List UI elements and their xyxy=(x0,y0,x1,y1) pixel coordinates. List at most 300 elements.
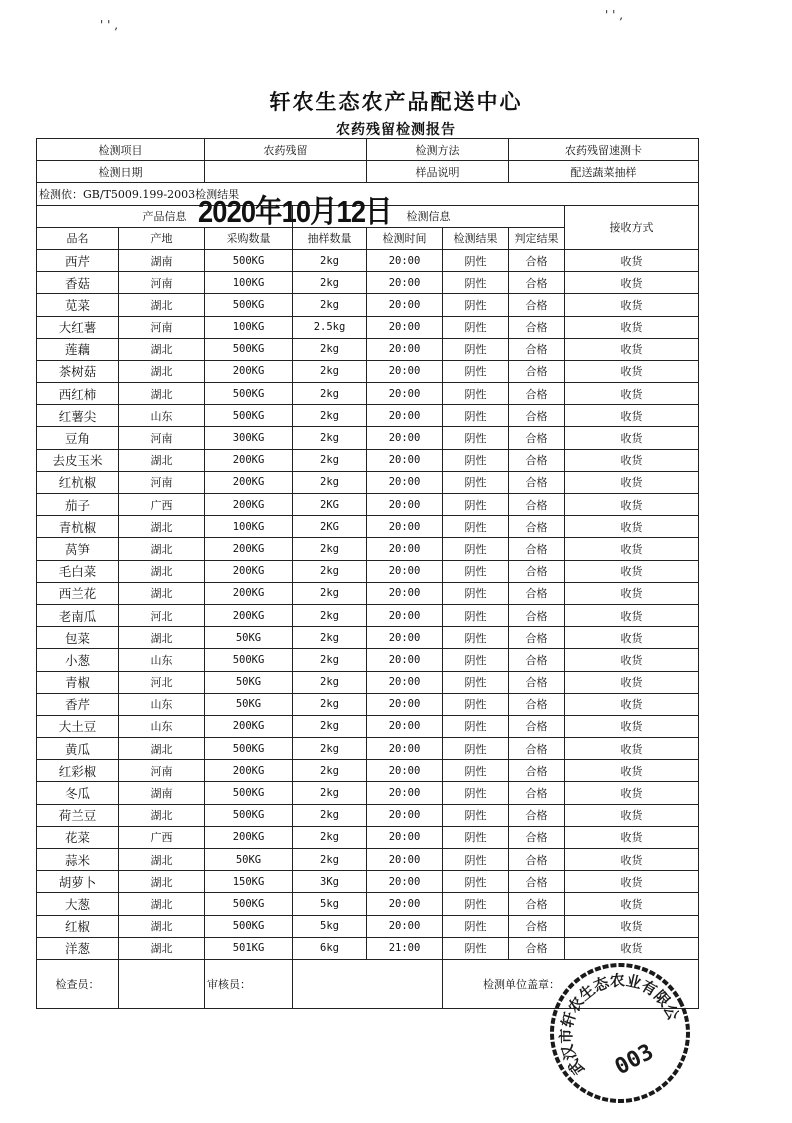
sample-cell: 2kg xyxy=(293,826,367,848)
origin-cell: 河南 xyxy=(119,272,205,294)
receive-cell: 收货 xyxy=(565,804,699,826)
origin-cell: 河南 xyxy=(119,316,205,338)
origin-cell: 山东 xyxy=(119,715,205,737)
quantity-cell: 50KG xyxy=(205,693,293,715)
origin-cell: 湖北 xyxy=(119,871,205,893)
origin-cell: 广西 xyxy=(119,494,205,516)
sample-cell: 2kg xyxy=(293,249,367,271)
time-cell: 20:00 xyxy=(367,471,443,493)
sample-cell: 5kg xyxy=(293,893,367,915)
time-cell: 20:00 xyxy=(367,627,443,649)
origin-cell: 湖北 xyxy=(119,937,205,959)
receive-cell: 收货 xyxy=(565,849,699,871)
time-cell: 20:00 xyxy=(367,249,443,271)
sample-cell: 6kg xyxy=(293,937,367,959)
judgement-cell: 合格 xyxy=(509,272,565,294)
time-cell: 20:00 xyxy=(367,560,443,582)
seal-number: 003 xyxy=(610,1039,658,1081)
judgement-cell: 合格 xyxy=(509,782,565,804)
table-row xyxy=(37,693,699,715)
result-cell: 阴性 xyxy=(443,316,509,338)
quantity-cell: 150KG xyxy=(205,871,293,893)
company-seal xyxy=(545,958,695,1108)
product-name-cell: 青杭椒 xyxy=(37,516,119,538)
quantity-cell: 200KG xyxy=(205,538,293,560)
receive-cell: 收货 xyxy=(565,471,699,493)
judgement-cell: 合格 xyxy=(509,760,565,782)
table-row xyxy=(37,249,699,271)
date-stamp: 2020年10月12日 xyxy=(198,194,392,229)
judgement-cell: 合格 xyxy=(509,338,565,360)
product-name-cell: 蒜米 xyxy=(37,849,119,871)
table-row xyxy=(37,538,699,560)
quantity-cell: 501KG xyxy=(205,937,293,959)
result-cell: 阴性 xyxy=(443,538,509,560)
product-name-cell: 大红薯 xyxy=(37,316,119,338)
sample-cell: 2kg xyxy=(293,360,367,382)
judgement-cell: 合格 xyxy=(509,582,565,604)
quantity-cell: 200KG xyxy=(205,715,293,737)
table-row xyxy=(37,738,699,760)
result-cell: 阴性 xyxy=(443,294,509,316)
time-cell: 20:00 xyxy=(367,449,443,471)
receive-cell: 收货 xyxy=(565,649,699,671)
origin-cell: 湖北 xyxy=(119,849,205,871)
table-row xyxy=(37,383,699,405)
judgement-cell: 合格 xyxy=(509,826,565,848)
time-cell: 20:00 xyxy=(367,338,443,360)
result-cell: 阴性 xyxy=(443,360,509,382)
table-row xyxy=(37,294,699,316)
result-cell: 阴性 xyxy=(443,893,509,915)
table-row xyxy=(37,449,699,471)
table-row xyxy=(37,649,699,671)
quantity-cell: 50KG xyxy=(205,627,293,649)
sample-cell: 2kg xyxy=(293,738,367,760)
product-name-cell: 荷兰豆 xyxy=(37,804,119,826)
inspector-field xyxy=(119,959,205,1008)
reviewer-label: 审核员： xyxy=(205,959,293,1008)
origin-cell: 湖北 xyxy=(119,627,205,649)
time-cell: 20:00 xyxy=(367,316,443,338)
sample-cell: 2kg xyxy=(293,405,367,427)
table-row xyxy=(37,316,699,338)
origin-cell: 湖南 xyxy=(119,782,205,804)
meta-row-date xyxy=(37,161,699,183)
time-cell: 20:00 xyxy=(367,782,443,804)
judgement-cell: 合格 xyxy=(509,538,565,560)
judgement-cell: 合格 xyxy=(509,316,565,338)
origin-cell: 湖北 xyxy=(119,915,205,937)
basis-text: 检测依：GB/T5009.199-2003检测结果 xyxy=(37,183,699,205)
product-name-cell: 花菜 xyxy=(37,826,119,848)
origin-cell: 湖北 xyxy=(119,338,205,360)
product-name-cell: 茄子 xyxy=(37,494,119,516)
time-cell: 20:00 xyxy=(367,671,443,693)
date-value xyxy=(205,161,367,183)
result-cell: 阴性 xyxy=(443,582,509,604)
product-name-cell: 毛白菜 xyxy=(37,560,119,582)
date-label: 检测日期 xyxy=(37,161,205,183)
receive-cell: 收货 xyxy=(565,671,699,693)
receive-cell: 收货 xyxy=(565,715,699,737)
result-cell: 阴性 xyxy=(443,560,509,582)
judgement-cell: 合格 xyxy=(509,294,565,316)
judgement-header: 判定结果 xyxy=(509,227,565,249)
product-name-cell: 莴笋 xyxy=(37,538,119,560)
quantity-cell: 100KG xyxy=(205,516,293,538)
product-name-cell: 莲藕 xyxy=(37,338,119,360)
quantity-cell: 200KG xyxy=(205,494,293,516)
product-name-cell: 红薯尖 xyxy=(37,405,119,427)
result-cell: 阴性 xyxy=(443,849,509,871)
time-cell: 20:00 xyxy=(367,871,443,893)
origin-cell: 湖北 xyxy=(119,804,205,826)
quantity-cell: 200KG xyxy=(205,560,293,582)
seal-arc-path-text: 武汉市轩农生态农业有限公司 xyxy=(557,971,683,1079)
origin-cell: 河南 xyxy=(119,471,205,493)
time-cell: 20:00 xyxy=(367,826,443,848)
result-cell: 阴性 xyxy=(443,383,509,405)
result-cell: 阴性 xyxy=(443,937,509,959)
origin-cell: 湖南 xyxy=(119,249,205,271)
time-cell: 20:00 xyxy=(367,849,443,871)
sample-cell: 2kg xyxy=(293,582,367,604)
result-cell: 阴性 xyxy=(443,405,509,427)
result-cell: 阴性 xyxy=(443,671,509,693)
time-cell: 20:00 xyxy=(367,604,443,626)
sample-cell: 2kg xyxy=(293,338,367,360)
table-row xyxy=(37,516,699,538)
sample-cell: 2kg xyxy=(293,538,367,560)
origin-header: 产地 xyxy=(119,227,205,249)
receive-cell: 收货 xyxy=(565,427,699,449)
result-cell: 阴性 xyxy=(443,738,509,760)
table-row xyxy=(37,715,699,737)
quantity-cell: 500KG xyxy=(205,249,293,271)
quantity-cell: 500KG xyxy=(205,649,293,671)
time-cell: 20:00 xyxy=(367,582,443,604)
sample-cell: 2kg xyxy=(293,715,367,737)
time-cell: 21:00 xyxy=(367,937,443,959)
receive-cell: 收货 xyxy=(565,383,699,405)
result-cell: 阴性 xyxy=(443,427,509,449)
quantity-cell: 500KG xyxy=(205,915,293,937)
quantity-cell: 100KG xyxy=(205,272,293,294)
table-row xyxy=(37,360,699,382)
item-label: 检测项目 xyxy=(37,139,205,161)
receive-cell: 收货 xyxy=(565,826,699,848)
table-row xyxy=(37,671,699,693)
receive-cell: 收货 xyxy=(565,582,699,604)
meta-row-item xyxy=(37,139,699,161)
sample-cell: 2kg xyxy=(293,849,367,871)
receive-cell: 收货 xyxy=(565,627,699,649)
time-cell: 20:00 xyxy=(367,804,443,826)
receive-cell: 收货 xyxy=(565,516,699,538)
judgement-cell: 合格 xyxy=(509,937,565,959)
receive-cell: 收货 xyxy=(565,782,699,804)
sample-cell: 2kg xyxy=(293,449,367,471)
product-name-cell: 西兰花 xyxy=(37,582,119,604)
receive-cell: 收货 xyxy=(565,494,699,516)
result-cell: 阴性 xyxy=(443,693,509,715)
judgement-cell: 合格 xyxy=(509,560,565,582)
origin-cell: 河南 xyxy=(119,427,205,449)
receive-cell: 收货 xyxy=(565,538,699,560)
result-cell: 阴性 xyxy=(443,782,509,804)
document-subtitle: 农药残留检测报告 xyxy=(336,122,456,138)
quantity-cell: 200KG xyxy=(205,760,293,782)
origin-cell: 湖北 xyxy=(119,360,205,382)
quantity-cell: 200KG xyxy=(205,582,293,604)
sample-cell: 2kg xyxy=(293,604,367,626)
product-name-cell: 红彩椒 xyxy=(37,760,119,782)
origin-cell: 湖北 xyxy=(119,449,205,471)
quantity-cell: 500KG xyxy=(205,782,293,804)
judgement-cell: 合格 xyxy=(509,494,565,516)
method-label: 检测方法 xyxy=(367,139,509,161)
product-name-cell: 冬瓜 xyxy=(37,782,119,804)
origin-cell: 湖北 xyxy=(119,383,205,405)
table-row xyxy=(37,604,699,626)
time-cell: 20:00 xyxy=(367,649,443,671)
table-row xyxy=(37,494,699,516)
sample-label: 样品说明 xyxy=(367,161,509,183)
method-value: 农药残留速测卡 xyxy=(509,139,699,161)
judgement-cell: 合格 xyxy=(509,871,565,893)
time-cell: 20:00 xyxy=(367,360,443,382)
judgement-cell: 合格 xyxy=(509,671,565,693)
quantity-cell: 500KG xyxy=(205,738,293,760)
quantity-cell: 200KG xyxy=(205,360,293,382)
table-row xyxy=(37,338,699,360)
judgement-cell: 合格 xyxy=(509,383,565,405)
quantity-cell: 200KG xyxy=(205,604,293,626)
judgement-cell: 合格 xyxy=(509,693,565,715)
product-name-cell: 小葱 xyxy=(37,649,119,671)
receive-cell: 收货 xyxy=(565,937,699,959)
origin-cell: 湖北 xyxy=(119,560,205,582)
sample-cell: 2kg xyxy=(293,383,367,405)
quantity-cell: 500KG xyxy=(205,893,293,915)
sample-cell: 2kg xyxy=(293,560,367,582)
result-cell: 阴性 xyxy=(443,272,509,294)
result-cell: 阴性 xyxy=(443,338,509,360)
time-cell: 20:00 xyxy=(367,405,443,427)
table-row xyxy=(37,893,699,915)
receive-cell: 收货 xyxy=(565,316,699,338)
receive-cell: 收货 xyxy=(565,294,699,316)
origin-cell: 湖北 xyxy=(119,516,205,538)
time-cell: 20:00 xyxy=(367,893,443,915)
quantity-cell: 200KG xyxy=(205,826,293,848)
origin-cell: 河北 xyxy=(119,671,205,693)
product-name-cell: 老南瓜 xyxy=(37,604,119,626)
table-row xyxy=(37,804,699,826)
product-name-cell: 苋菜 xyxy=(37,294,119,316)
product-name-cell: 洋葱 xyxy=(37,937,119,959)
quantity-cell: 500KG xyxy=(205,294,293,316)
judgement-cell: 合格 xyxy=(509,449,565,471)
origin-cell: 河南 xyxy=(119,760,205,782)
sample-cell: 2kg xyxy=(293,760,367,782)
quantity-cell: 300KG xyxy=(205,427,293,449)
table-row xyxy=(37,937,699,959)
origin-cell: 广西 xyxy=(119,826,205,848)
product-name-cell: 大土豆 xyxy=(37,715,119,737)
judgement-cell: 合格 xyxy=(509,738,565,760)
time-cell: 20:00 xyxy=(367,715,443,737)
product-name-cell: 西红柿 xyxy=(37,383,119,405)
product-name-cell: 胡萝卜 xyxy=(37,871,119,893)
time-cell: 20:00 xyxy=(367,538,443,560)
time-cell: 20:00 xyxy=(367,494,443,516)
judgement-cell: 合格 xyxy=(509,715,565,737)
product-name-cell: 红椒 xyxy=(37,915,119,937)
result-cell: 阴性 xyxy=(443,804,509,826)
sample-cell: 2KG xyxy=(293,516,367,538)
receive-cell: 收货 xyxy=(565,405,699,427)
judgement-cell: 合格 xyxy=(509,604,565,626)
origin-cell: 山东 xyxy=(119,405,205,427)
product-name-cell: 包菜 xyxy=(37,627,119,649)
sample-cell: 2kg xyxy=(293,649,367,671)
receive-cell: 收货 xyxy=(565,249,699,271)
product-info-header: 产品信息 xyxy=(37,205,293,227)
product-name-cell: 香芹 xyxy=(37,693,119,715)
receive-cell: 收货 xyxy=(565,560,699,582)
table-row xyxy=(37,582,699,604)
time-cell: 20:00 xyxy=(367,693,443,715)
receive-cell: 收货 xyxy=(565,449,699,471)
test-info-header: 检测信息 xyxy=(293,205,565,227)
judgement-cell: 合格 xyxy=(509,893,565,915)
time-cell: 20:00 xyxy=(367,516,443,538)
inspector-label: 检查员： xyxy=(37,959,119,1008)
table-row xyxy=(37,915,699,937)
table-row xyxy=(37,849,699,871)
table-row xyxy=(37,471,699,493)
origin-cell: 湖北 xyxy=(119,582,205,604)
result-cell: 阴性 xyxy=(443,649,509,671)
quantity-cell: 50KG xyxy=(205,671,293,693)
receive-cell: 收货 xyxy=(565,338,699,360)
time-cell: 20:00 xyxy=(367,760,443,782)
result-cell: 阴性 xyxy=(443,471,509,493)
origin-cell: 湖北 xyxy=(119,538,205,560)
sample-cell: 2kg xyxy=(293,427,367,449)
origin-cell: 湖北 xyxy=(119,893,205,915)
result-cell: 阴性 xyxy=(443,494,509,516)
judgement-cell: 合格 xyxy=(509,427,565,449)
judgement-cell: 合格 xyxy=(509,804,565,826)
time-cell: 20:00 xyxy=(367,915,443,937)
sample-value: 配送蔬菜抽样 xyxy=(509,161,699,183)
scan-speck: ' ' , xyxy=(605,8,624,22)
result-cell: 阴性 xyxy=(443,516,509,538)
time-cell: 20:00 xyxy=(367,427,443,449)
judgement-cell: 合格 xyxy=(509,471,565,493)
result-cell: 阴性 xyxy=(443,627,509,649)
sample-cell: 2kg xyxy=(293,627,367,649)
origin-cell: 湖北 xyxy=(119,738,205,760)
judgement-cell: 合格 xyxy=(509,649,565,671)
receive-cell: 收货 xyxy=(565,272,699,294)
quantity-cell: 200KG xyxy=(205,449,293,471)
product-name-cell: 黄瓜 xyxy=(37,738,119,760)
judgement-cell: 合格 xyxy=(509,360,565,382)
table-row xyxy=(37,871,699,893)
product-name-cell: 去皮玉米 xyxy=(37,449,119,471)
table-row xyxy=(37,405,699,427)
quantity-cell: 500KG xyxy=(205,804,293,826)
result-cell: 阴性 xyxy=(443,249,509,271)
receive-cell: 收货 xyxy=(565,871,699,893)
quantity-cell: 500KG xyxy=(205,383,293,405)
quantity-cell: 50KG xyxy=(205,849,293,871)
sample-cell: 3Kg xyxy=(293,871,367,893)
reviewer-field xyxy=(293,959,443,1008)
quantity-cell: 200KG xyxy=(205,471,293,493)
judgement-cell: 合格 xyxy=(509,627,565,649)
time-cell: 20:00 xyxy=(367,383,443,405)
time-cell: 20:00 xyxy=(367,294,443,316)
origin-cell: 山东 xyxy=(119,649,205,671)
scan-speck: ' ' , xyxy=(100,18,119,32)
judgement-cell: 合格 xyxy=(509,915,565,937)
name-header: 品名 xyxy=(37,227,119,249)
table-row xyxy=(37,826,699,848)
result-cell: 阴性 xyxy=(443,449,509,471)
item-value: 农药残留 xyxy=(205,139,367,161)
sample-cell: 2kg xyxy=(293,782,367,804)
product-name-cell: 红杭椒 xyxy=(37,471,119,493)
table-row xyxy=(37,272,699,294)
receive-cell: 收货 xyxy=(565,693,699,715)
time-cell: 20:00 xyxy=(367,272,443,294)
document-title: 轩农生态农产品配送中心 xyxy=(269,89,523,114)
table-row xyxy=(37,782,699,804)
time-cell: 20:00 xyxy=(367,738,443,760)
sample-cell: 2kg xyxy=(293,693,367,715)
origin-cell: 山东 xyxy=(119,693,205,715)
report-table xyxy=(36,138,699,1009)
product-name-cell: 大葱 xyxy=(37,893,119,915)
origin-cell: 湖北 xyxy=(119,294,205,316)
product-name-cell: 青椒 xyxy=(37,671,119,693)
judgement-cell: 合格 xyxy=(509,249,565,271)
table-row xyxy=(37,427,699,449)
product-name-cell: 香菇 xyxy=(37,272,119,294)
quantity-header: 采购数量 xyxy=(205,227,293,249)
quantity-cell: 100KG xyxy=(205,316,293,338)
receive-header: 接收方式 xyxy=(565,205,699,249)
receive-cell: 收货 xyxy=(565,360,699,382)
sample-cell: 2kg xyxy=(293,804,367,826)
result-cell: 阴性 xyxy=(443,604,509,626)
result-header: 检测结果 xyxy=(443,227,509,249)
unit-seal-label: 检测单位盖章： xyxy=(443,959,699,1008)
table-row xyxy=(37,760,699,782)
judgement-cell: 合格 xyxy=(509,516,565,538)
result-cell: 阴性 xyxy=(443,871,509,893)
receive-cell: 收货 xyxy=(565,738,699,760)
receive-cell: 收货 xyxy=(565,915,699,937)
result-cell: 阴性 xyxy=(443,715,509,737)
sample-cell: 2KG xyxy=(293,494,367,516)
sample-header: 抽样数量 xyxy=(293,227,367,249)
